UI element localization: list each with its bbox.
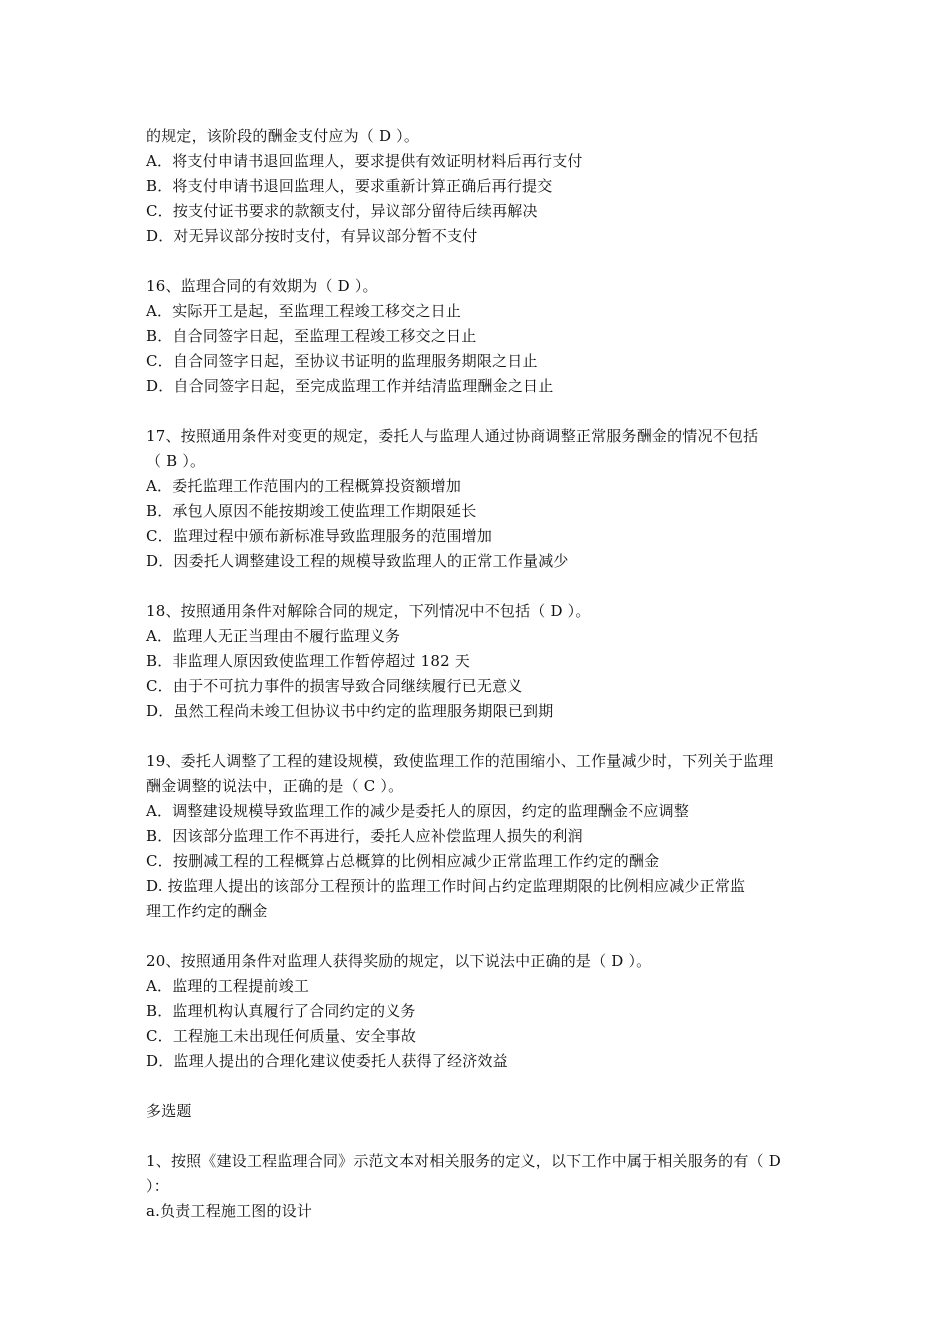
spacer — [146, 249, 814, 274]
option-d: D．因委托人调整建设工程的规模导致监理人的正常工作量减少 — [146, 552, 569, 570]
option-c: C．自合同签字日起，至协议书证明的监理服务期限之日止 — [146, 352, 538, 370]
option-b: B．监理机构认真履行了合同约定的义务 — [146, 1002, 416, 1020]
question-stem-line-2: （ B ）。 — [146, 452, 206, 470]
spacer — [146, 574, 814, 599]
option-d-line-1: D. 按监理人提出的该部分工程预计的监理工作时间占约定监理期限的比例相应减少正常监 — [146, 877, 746, 895]
option-c: C．按删减工程的工程概算占总概算的比例相应减少正常监理工作约定的酬金 — [146, 852, 660, 870]
option-b: B．非监理人原因致使监理工作暂停超过 182 天 — [146, 652, 470, 670]
option-d: D．对无异议部分按时支付，有异议部分暂不支付 — [146, 227, 478, 245]
question-stem: 20、按照通用条件对监理人获得奖励的规定，以下说法中正确的是（ D ）。 — [146, 952, 652, 970]
question-stem-line-1: 1、按照《建设工程监理合同》示范文本对相关服务的定义，以下工作中属于相关服务的有（ D — [146, 1152, 781, 1170]
document-page — [146, 124, 814, 1224]
question-stem-line-2: ）： — [146, 1177, 169, 1195]
section-title: 多选题 — [146, 1102, 192, 1120]
question-stem: 的规定，该阶段的酬金支付应为（ D ）。 — [146, 127, 420, 145]
question-20 — [146, 949, 814, 1074]
option-b: B．自合同签字日起，至监理工程竣工移交之日止 — [146, 327, 477, 345]
spacer — [146, 1124, 814, 1149]
option-b: B．因该部分监理工作不再进行，委托人应补偿监理人损失的利润 — [146, 827, 583, 845]
option-d: D．虽然工程尚未竣工但协议书中约定的监理服务期限已到期 — [146, 702, 554, 720]
question-16 — [146, 274, 814, 399]
question-stem: 16、监理合同的有效期为（ D ）。 — [146, 277, 378, 295]
option-a: A．将支付申请书退回监理人，要求提供有效证明材料后再行支付 — [146, 152, 583, 170]
spacer — [146, 399, 814, 424]
option-a: a.负责工程施工图的设计 — [146, 1202, 313, 1220]
option-a: A．监理的工程提前竣工 — [146, 977, 310, 995]
question-stem-line-1: 19、委托人调整了工程的建设规模，致使监理工作的范围缩小、工作量减少时，下列关于监理 — [146, 752, 774, 770]
option-a: A．委托监理工作范围内的工程概算投资额增加 — [146, 477, 462, 495]
spacer — [146, 924, 814, 949]
option-a: A．监理人无正当理由不履行监理义务 — [146, 627, 401, 645]
question-stem: 18、按照通用条件对解除合同的规定，下列情况中不包括（ D ）。 — [146, 602, 591, 620]
option-a: A．实际开工是起，至监理工程竣工移交之日止 — [146, 302, 462, 320]
option-b: B．将支付申请书退回监理人，要求重新计算正确后再行提交 — [146, 177, 553, 195]
question-17 — [146, 424, 814, 574]
question-19 — [146, 749, 814, 924]
option-a: A．调整建设规模导致监理工作的减少是委托人的原因，约定的监理酬金不应调整 — [146, 802, 690, 820]
question-stem-line-1: 17、按照通用条件对变更的规定，委托人与监理人通过协商调整正常服务酬金的情况不包括 — [146, 427, 759, 445]
option-c: C．由于不可抗力事件的损害导致合同继续履行已无意义 — [146, 677, 523, 695]
multi-question-1 — [146, 1149, 814, 1224]
spacer — [146, 1074, 814, 1099]
option-d: D．自合同签字日起，至完成监理工作并结清监理酬金之日止 — [146, 377, 554, 395]
option-d-line-2: 理工作约定的酬金 — [146, 902, 268, 920]
spacer — [146, 724, 814, 749]
question-15 — [146, 124, 814, 249]
option-d: D．监理人提出的合理化建议使委托人获得了经济效益 — [146, 1052, 508, 1070]
question-stem-line-2: 酬金调整的说法中，正确的是（ C ）。 — [146, 777, 404, 795]
option-b: B．承包人原因不能按期竣工使监理工作期限延长 — [146, 502, 477, 520]
option-c: C．工程施工未出现任何质量、安全事故 — [146, 1027, 417, 1045]
question-18 — [146, 599, 814, 724]
option-c: C．按支付证书要求的款额支付，异议部分留待后续再解决 — [146, 202, 538, 220]
option-c: C．监理过程中颁布新标准导致监理服务的范围增加 — [146, 527, 493, 545]
